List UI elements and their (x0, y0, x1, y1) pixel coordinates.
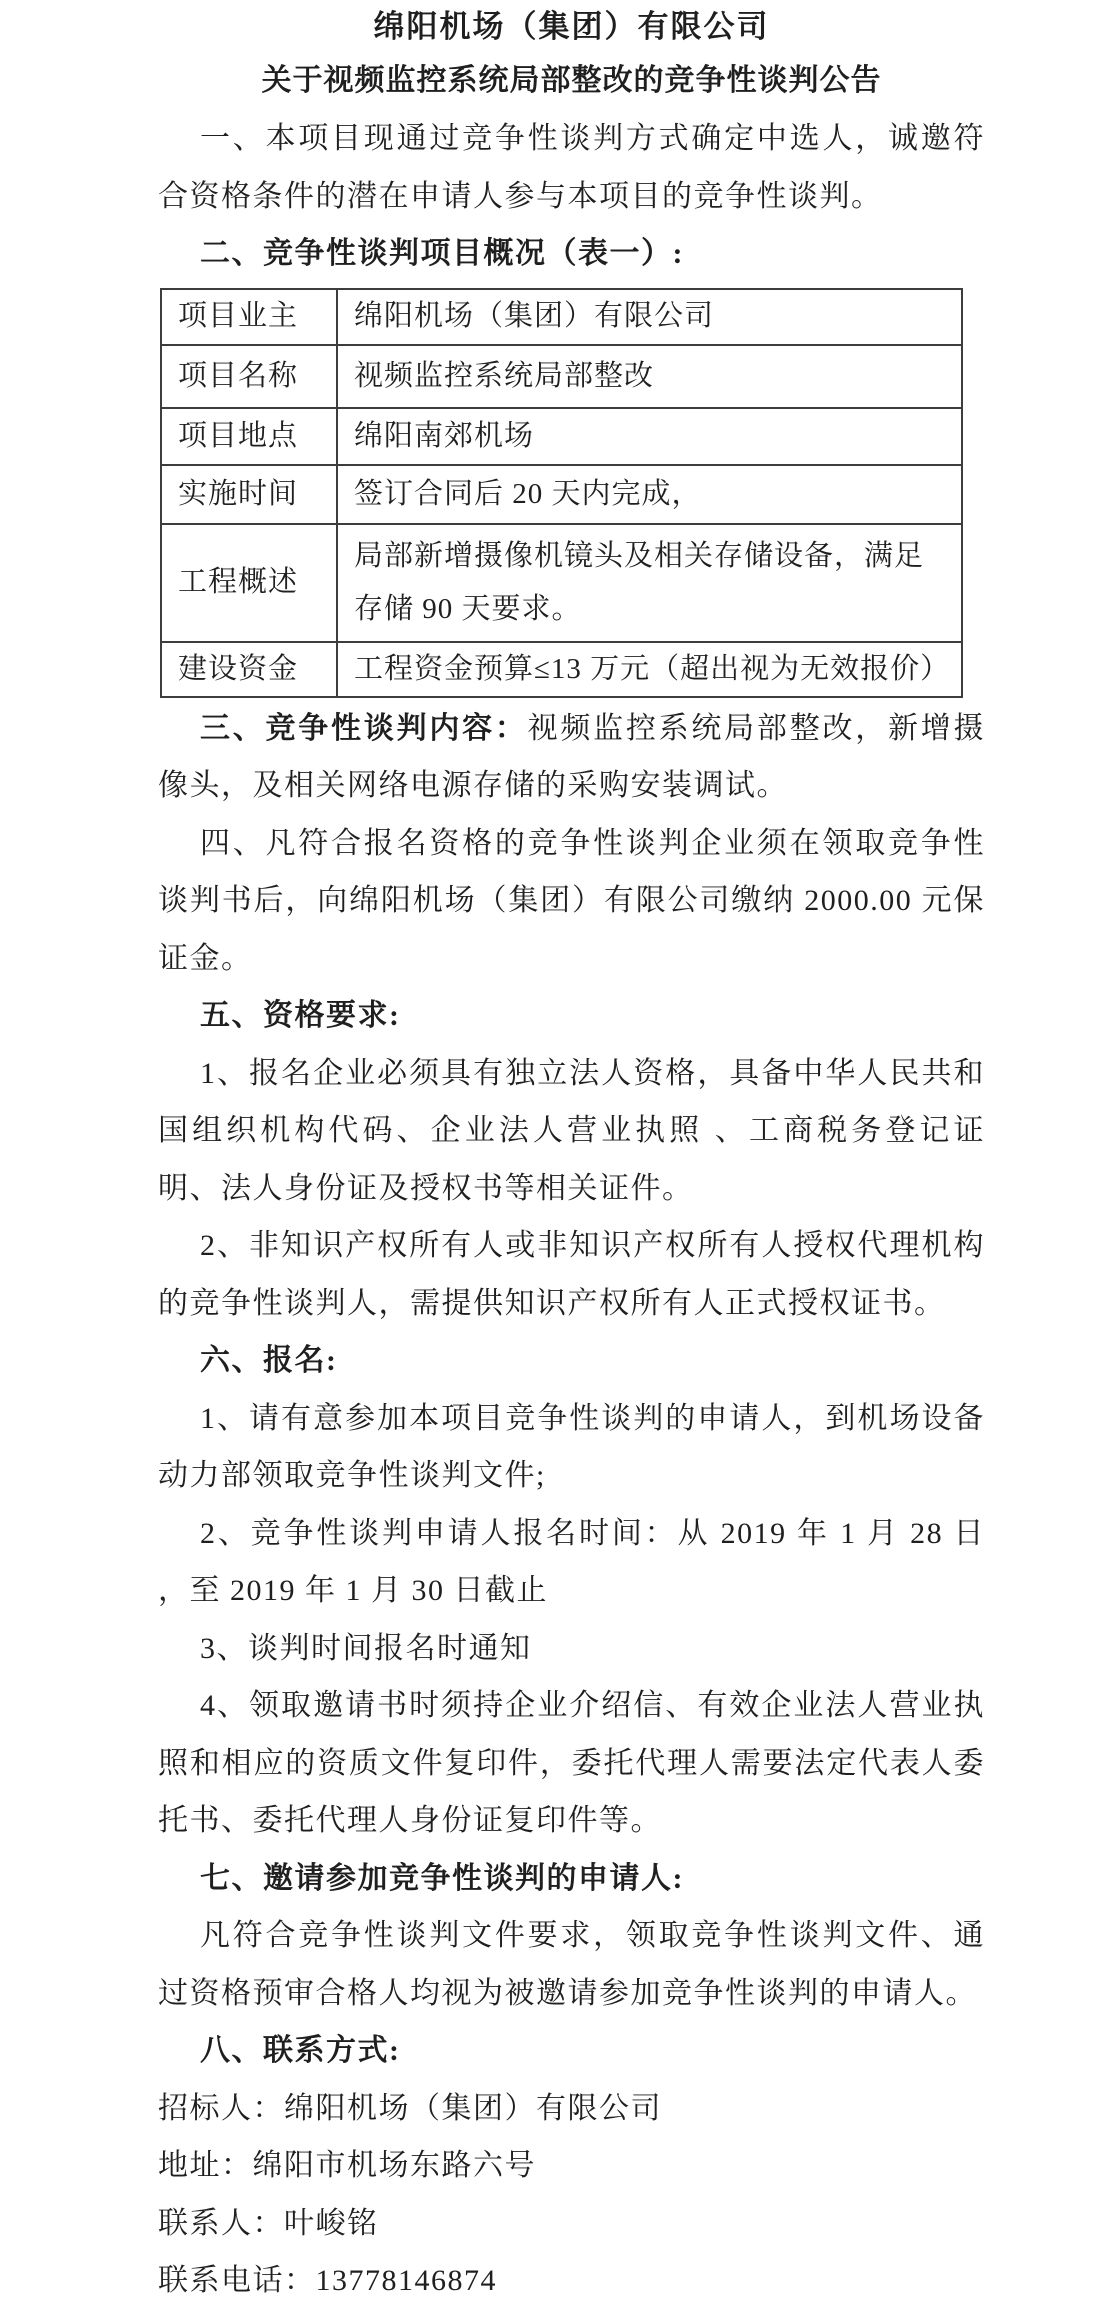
table-value-cell: 绵阳机场（集团）有限公司 (337, 289, 962, 345)
table-row-project-owner (161, 289, 962, 345)
table-row-implementation-time (161, 465, 962, 524)
document-body (158, 0, 985, 2310)
document-subtitle: 关于视频监控系统局部整改的竞争性谈判公告 (261, 64, 882, 97)
table-value-cell: 视频监控系统局部整改 (337, 345, 962, 408)
table-value-cell: 绵阳南郊机场 (337, 408, 962, 465)
section-3-text: 视频监控系统局部整改，新增摄像头，及相关网络电源存储的采购安装调试。 (158, 711, 986, 802)
contact-bidder-line: 招标人：绵阳机场（集团）有限公司 (158, 2091, 662, 2125)
paragraph-section-4: 四、凡符合报名资格的竞争性谈判企业须在领取竞争性谈判书后，向绵阳机场（集团）有限公司缴纳 2000.00 元保证金。 (158, 826, 985, 975)
section-6-item-4: 4、领取邀请书时须持企业介绍信、有效企业法人营业执照和相应的资质文件复印件，委托代理人需要法定代表人委托书、委托代理人身份证复印件等。 (158, 1689, 985, 1837)
contact-person-line: 联系人：叶峻铭 (158, 2206, 379, 2240)
table-value-cell: 签订合同后 20 天内完成， (337, 465, 962, 524)
table-value-cell: 工程资金预算≤13 万元（超出视为无效报价） (337, 642, 962, 697)
heading-section-2: 二、竞争性谈判项目概况（表一）: (200, 237, 684, 270)
table-row-project-location (161, 408, 962, 465)
heading-section-5: 五、资格要求: (200, 999, 401, 1032)
table-value-cell: 局部新增摄像机镜头及相关存储设备，满足存储 90 天要求。 (337, 524, 962, 642)
section-5-item-1: 1、报名企业必须具有独立法人资格，具备中华人民共和国组织机构代码、企业法人营业执照 、工商税务登记证明、法人身份证及授权书等相关证件。 (158, 1056, 985, 1205)
table-label-cell: 项目业主 (161, 289, 337, 345)
section-6-item-2: 2、竞争性谈判申请人报名时间：从 2019 年 1 月 28 日 ，至 2019 年 1 月 30 日截止 (158, 1516, 985, 1607)
section-5-item-2: 2、非知识产权所有人或非知识产权所有人授权代理机构的竞争性谈判人，需提供知识产权所有人正式授权证书。 (158, 1229, 985, 1320)
table-row-construction-funds (161, 642, 962, 697)
document-title: 绵阳机场（集团）有限公司 (373, 9, 770, 44)
paragraph-section-3 (158, 700, 985, 815)
table-label-cell: 建设资金 (161, 642, 337, 697)
paragraph-section-7: 凡符合竞争性谈判文件要求，领取竞争性谈判文件、通过资格预审合格人均视为被邀请参加竞争性谈判的申请人。 (158, 1919, 985, 2010)
project-overview-table (160, 288, 963, 698)
table-label-cell: 工程概述 (161, 524, 337, 642)
table-label-cell: 项目地点 (161, 408, 337, 465)
table-row-project-summary (161, 524, 962, 642)
heading-section-6: 六、报名: (200, 1344, 338, 1377)
heading-section-7: 七、邀请参加竞争性谈判的申请人: (200, 1861, 684, 1895)
table-row-project-name (161, 345, 962, 408)
table-label-cell: 实施时间 (161, 465, 337, 524)
section-6-item-3: 3、谈判时间报名时通知 (200, 1631, 532, 1665)
section-6-item-1: 1、请有意参加本项目竞争性谈判的申请人，到机场设备动力部领取竞争性谈判文件; (158, 1401, 985, 1492)
table-label-cell: 项目名称 (161, 345, 337, 408)
contact-phone-line: 联系电话：13778146874 (158, 2264, 497, 2297)
section-3-label: 三、竞争性谈判内容： (200, 711, 528, 745)
contact-address-line: 地址：绵阳市机场东路六号 (158, 2149, 536, 2182)
paragraph-section-1: 一、本项目现通过竞争性谈判方式确定中选人，诚邀符合资格条件的潜在申请人参与本项目的竞争性谈判。 (158, 122, 985, 213)
heading-section-8: 八、联系方式: (200, 2034, 401, 2067)
